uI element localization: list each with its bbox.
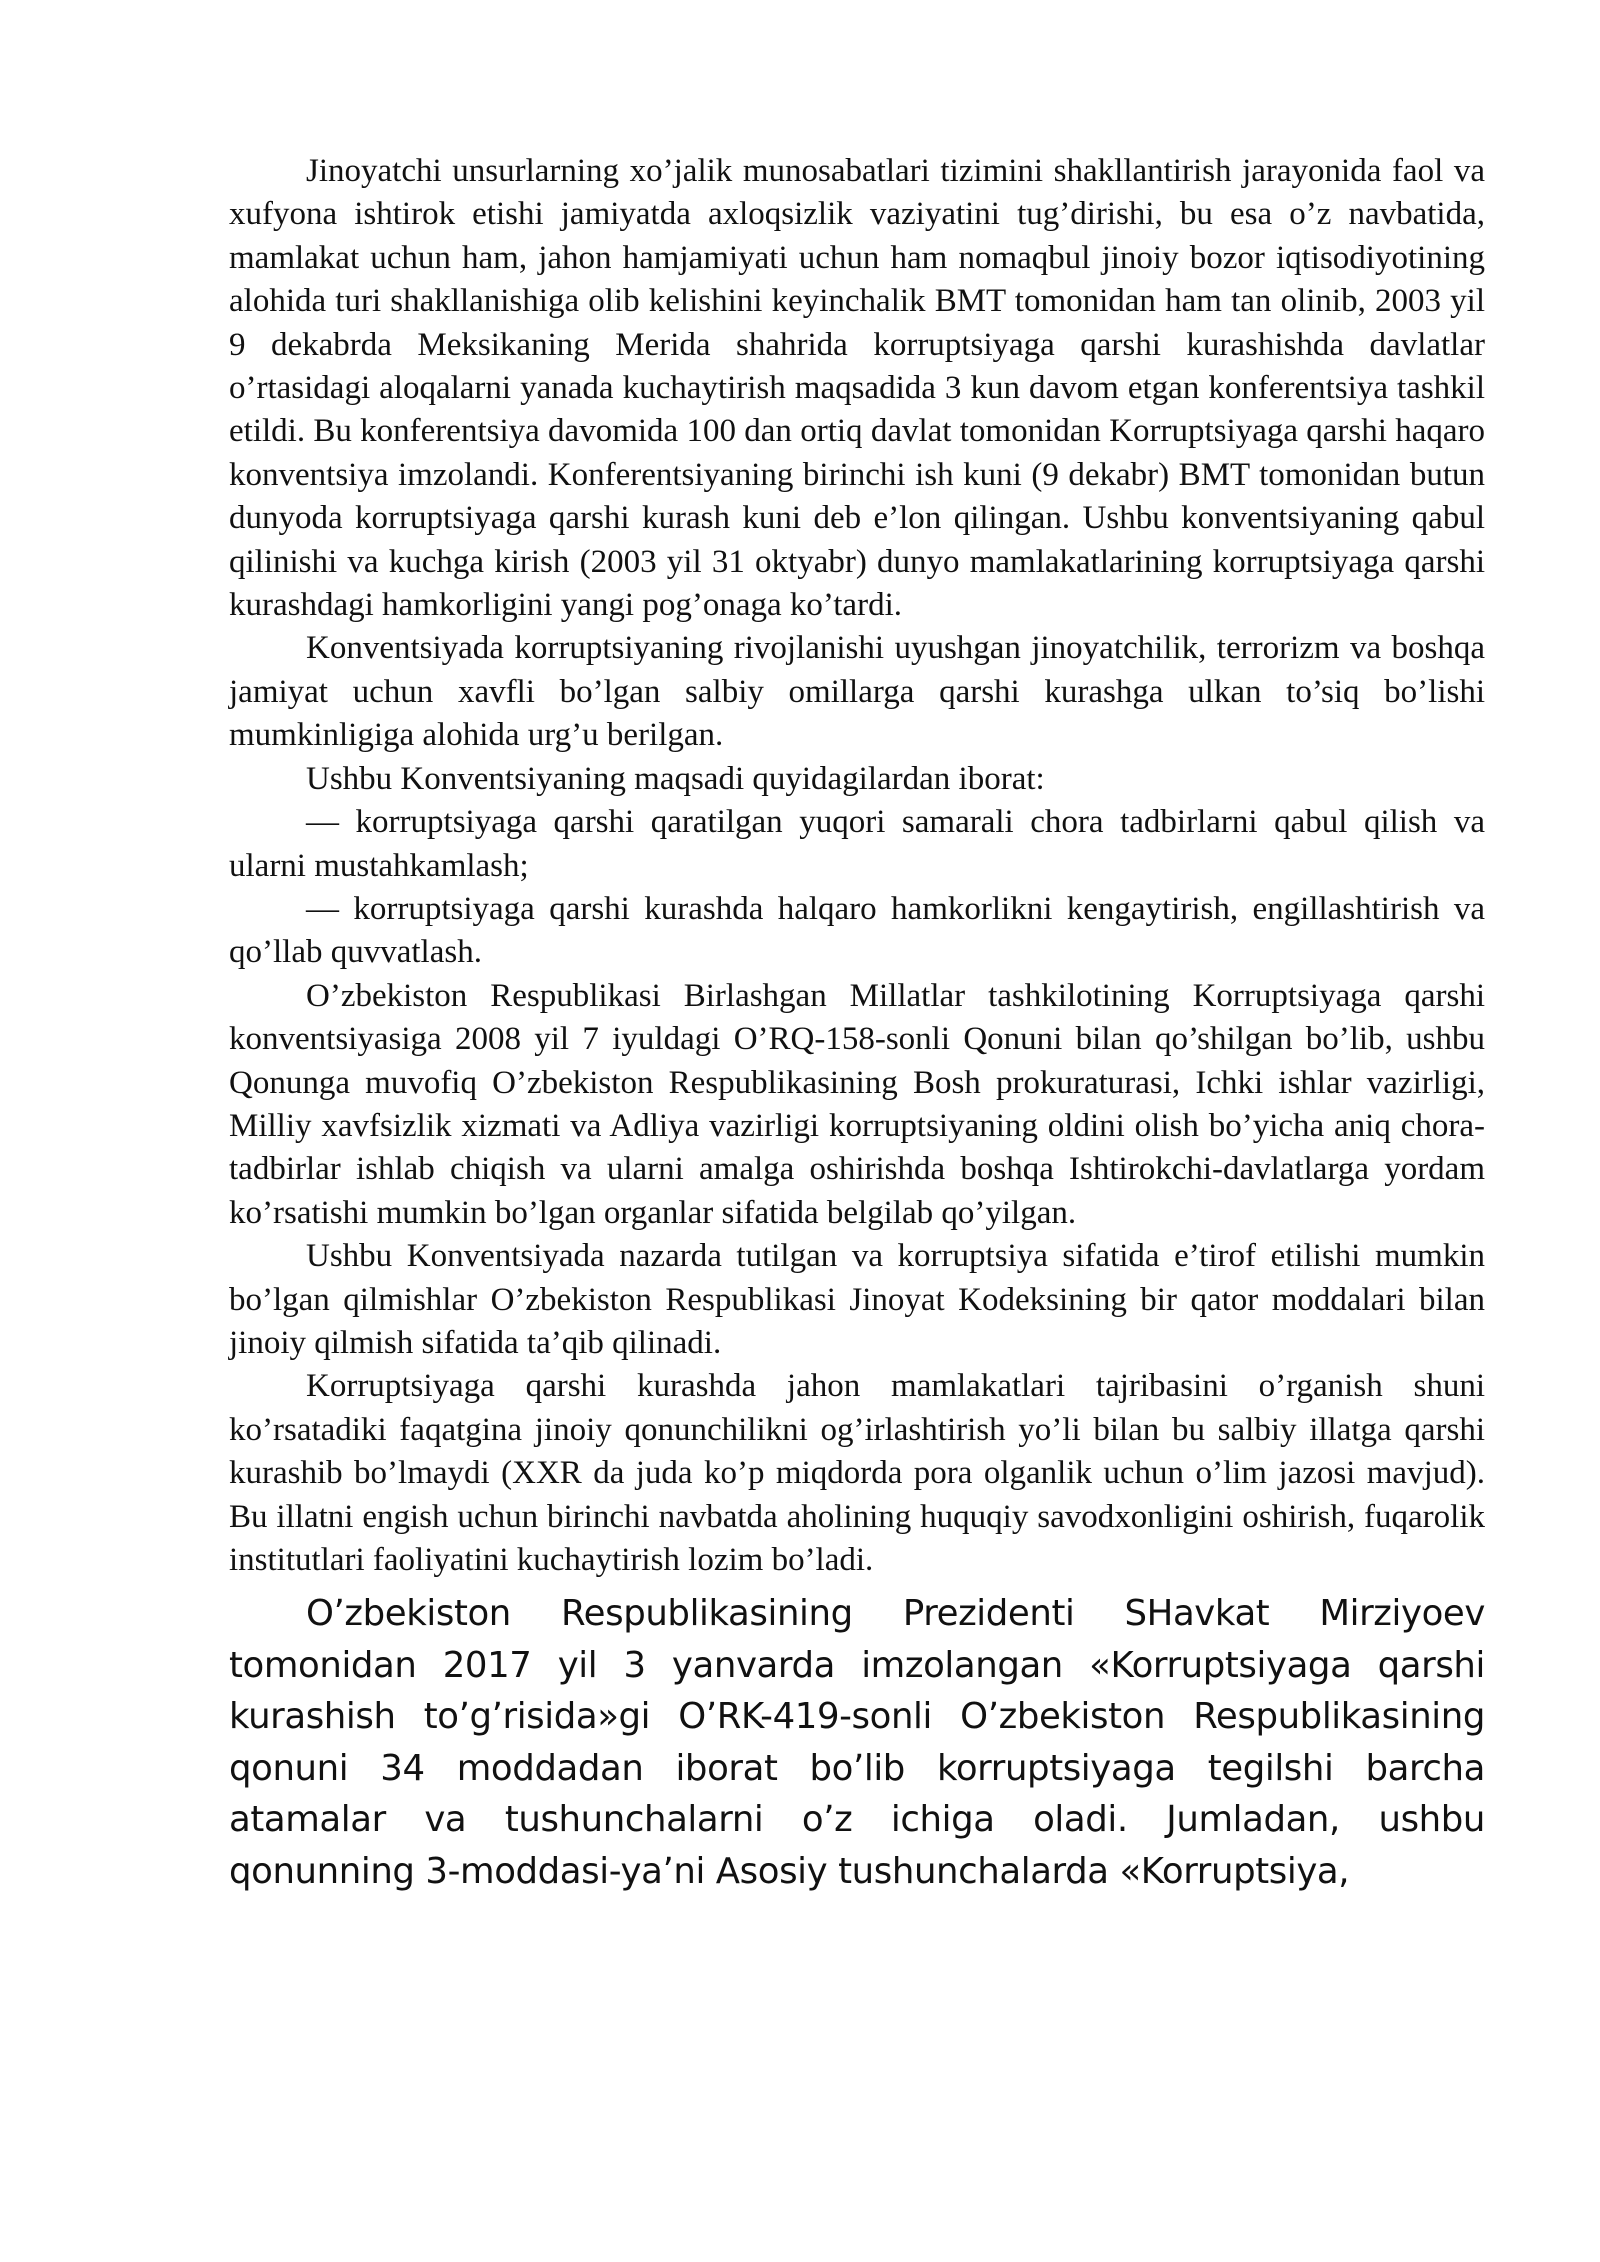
document-page: [229, 150, 1485, 1897]
paragraph-world-experience: Korruptsiyaga qarshi kurashda jahon mamlakatlari tajribasini o’rganish shuni ko’rsatadiki faqatgina jinoiy qonunchilikni og’irlashtirish yo’li bilan bu salbiy illatga qarshi kurashib bo’lmaydi (XXR da juda ko’p miqdorda pora olganlik uchun o’lim jazosi mavjud). Bu illatni engish uchun birinchi navbatda aholining huquqiy savodxonligini oshirish, fuqarolik institutlari faoliyatini kuchaytirish lozim bo’ladi.: [229, 1368, 1485, 1578]
paragraph-convention-goals-intro: Ushbu Konventsiyaning maqsadi quyidagilardan iborat:: [306, 760, 1045, 797]
document-final-section: [229, 1588, 1485, 1897]
document-body: [229, 150, 1485, 1582]
paragraph-uzbekistan-accession: O’zbekiston Respublikasi Birlashgan Millatlar tashkilotining Korruptsiyaga qarshi konventsiyasiga 2008 yil 7 iyuldagi O’RQ-158-sonli Qonuni bilan qo’shilgan bo’lib, ushbu Qonunga muvofiq O’zbekiston Respublikasining Bosh prokuraturasi, Ichki ishlar vazirligi, Milliy xavfsizlik xizmati va Adliya vazirligi korruptsiyaning oldini olish bo’yicha aniq chora-tadbirlar ishlab chiqish va ularni amalga oshirishda boshqa Ishtirokchi-davlatlarga yordam ko’rsatishi mumkin bo’lgan organlar sifatida belgilab qo’yilgan.: [229, 977, 1485, 1231]
list-item-goal-2: — korruptsiyaga qarshi kurashda halqaro hamkorlikni kengaytirish, engillashtirish va qo’llab quvvatlash.: [229, 890, 1485, 971]
list-item-goal-1: — korruptsiyaga qarshi qaratilgan yuqori samarali chora tadbirlarni qabul qilish va ularni mustahkamlash;: [229, 804, 1485, 884]
paragraph-criminal-code: Ushbu Konventsiyada nazarda tutilgan va korruptsiya sifatida e’tirof etilishi mumkin bo’lgan qilmishlar O’zbekiston Respublikasi Jinoyat Kodeksining bir qator moddalari bilan jinoiy qilmish sifatida ta’qib qilinadi.: [229, 1238, 1485, 1361]
paragraph-anti-corruption-law: O’zbekiston Respublikasining Prezidenti SHavkat Mirziyoev tomonidan 2017 yil 3 yanvarda imzolangan «Korruptsiyaga qarshi kurashish to’g’risida»gi O’RK-419-sonli O’zbekiston Respublikasining qonuni 34 moddadan iborat bo’lib korruptsiyaga tegilshi barcha atamalar va tushunchalarni o’z ichiga oladi. Jumladan, ushbu qonunning 3-moddasi-ya’ni Asosiy tushunchalarda «Korruptsiya,: [229, 1593, 1485, 1892]
paragraph-un-convention-background: Jinoyatchi unsurlarning xo’jalik munosabatlari tizimini shakllantirish jarayonida faol va xufyona ishtirok etishi jamiyatda axloqsizlik vaziyatini tug’dirishi, bu esa o’z navbatida, mamlakat uchun ham, jahon hamjamiyati uchun ham nomaqbul jinoiy bozor iqtisodiyotining alohida turi shakllanishiga olib kelishini keyinchalik BMT tomonidan ham tan olinib, 2003 yil 9 dekabrda Meksikaning Merida shahrida korruptsiyaga qarshi kurashishda davlatlar o’rtasidagi aloqalarni yanada kuchaytirish maqsadida 3 kun davom etgan konferentsiya tashkil etildi. Bu konferentsiya davomida 100 dan ortiq davlat tomonidan Korruptsiyaga qarshi haqaro konventsiya imzolandi. Konferentsiyaning birinchi ish kuni (9 dekabr) BMT tomonidan butun dunyoda korruptsiyaga qarshi kurash kuni deb e’lon qilingan. Ushbu konventsiyaning qabul qilinishi va kuchga kirish (2003 yil 31 oktyabr) dunyo mamlakatlarining korruptsiyaga qarshi kurashdagi hamkorligini yangi pog’onaga ko’tardi.: [229, 153, 1485, 624]
paragraph-convention-emphasis: Konventsiyada korruptsiyaning rivojlanishi uyushgan jinoyatchilik, terrorizm va boshqa jamiyat uchun xavfli bo’lgan salbiy omillarga qarshi kurashga ulkan to’siq bo’lishi mumkinligiga alohida urg’u berilgan.: [229, 630, 1485, 754]
